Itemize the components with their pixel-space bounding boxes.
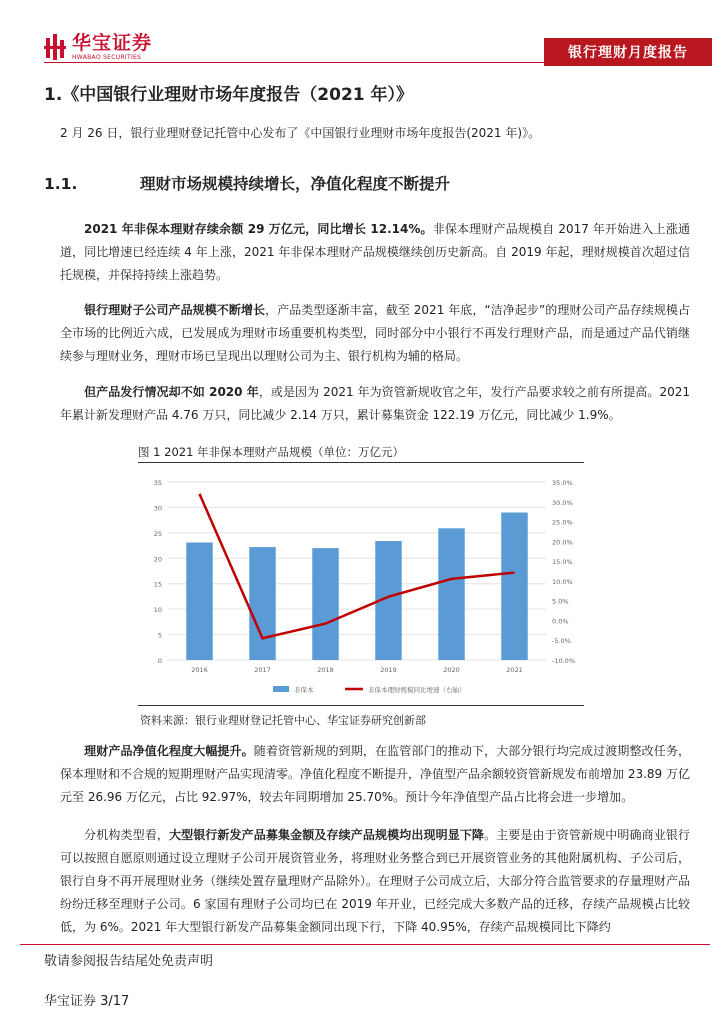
- y-left-tick-label: 10: [153, 606, 162, 615]
- y-right-tick-label: 15.0%: [552, 558, 573, 567]
- bar: [186, 543, 212, 660]
- x-tick-label: 2021: [506, 666, 523, 674]
- bar: [249, 547, 275, 660]
- growth-line: [200, 494, 515, 638]
- figure-top-rule: [138, 462, 584, 463]
- page-number: 华宝证券 3/17: [44, 994, 130, 1009]
- logo-en-text: HWABAO SECURITIES: [72, 53, 142, 61]
- logo-cn-text: 华宝证券: [72, 31, 153, 54]
- logo-mark-icon: [44, 34, 66, 60]
- legend-label-line: 非保本理财规模同比增速（右轴）: [368, 686, 466, 694]
- paragraph-5: [60, 824, 690, 939]
- bar: [501, 513, 527, 660]
- y-right-tick-label: 30.0%: [552, 498, 573, 507]
- figure-source: 资料来源：银行业理财登记托管中心、华宝证券研究创新部: [140, 714, 426, 727]
- footer-divider: [20, 944, 710, 945]
- y-right-tick-label: 25.0%: [552, 518, 573, 527]
- y-left-tick-label: 0: [157, 657, 162, 665]
- paragraph-2-lead: 银行理财子公司产品规模不断增长: [84, 303, 266, 317]
- company-logo: [44, 32, 152, 62]
- legend-label-bar: 非保本: [294, 686, 314, 694]
- y-left-tick-label: 5: [157, 631, 162, 640]
- paragraph-2-body: ，产品类型逐渐丰富，截至 2021 年底，“洁净起步”的理财公司产品存续规模占全市场的比例近六成，已发展成为理财市场重要机构类型，同时部分中小银行不再发行理财产品，而是通过产品代销继续参与理财业务，理财市场已呈现出以理财公司为主、银行机构为辅的格局。: [60, 303, 690, 363]
- paragraph-5-lead: 大型银行新发产品募集金额及存续产品规模均出现明显下降: [168, 828, 485, 842]
- section-1-intro: 2 月 26 日，银行业理财登记托管中心发布了《中国银行业理财市场年度报告(2021 年)》。: [60, 126, 541, 140]
- paragraph-4-lead: 理财产品净值化程度大幅提升。: [84, 744, 254, 758]
- paragraph-5-pre: 分机构类型看，: [84, 828, 169, 842]
- paragraph-1: [60, 218, 690, 287]
- y-left-tick-label: 15: [153, 580, 162, 589]
- paragraph-4-body: 随着资管新规的到期，在监管部门的推动下，大部分银行均完成过渡期整改任务，保本理财和不合规的短期理财产品实现清零。净值化程度不断提升，净值型产品余额较资管新规发布前增加 23.89 万亿元至 26.96 万亿元，占比 92.97%，较去年同期增加 25.70%。预计今年净值型产品占比将会进一步增加。: [60, 744, 690, 804]
- y-left-tick-label: 35: [153, 479, 162, 487]
- y-left-tick-label: 30: [153, 504, 162, 513]
- paragraph-3: [60, 381, 690, 427]
- page-header: [0, 0, 724, 68]
- figure-bottom-rule: [138, 705, 584, 706]
- paragraph-3-lead: 但产品发行情况却不如 2020 年: [84, 385, 259, 399]
- y-right-tick-label: 0.0%: [552, 617, 569, 626]
- paragraph-1-body: 非保本理财产品规模自 2017 年开始进入上涨通道，同比增速已经连续 4 年上涨，2021 年非保本理财产品规模继续创历史新高。自 2019 年起，理财规模首次超过信托规模，并保持持续上涨趋势。: [60, 222, 690, 282]
- legend-swatch-bar: [273, 686, 289, 692]
- x-tick-label: 2019: [380, 666, 397, 674]
- y-left-tick-label: 20: [153, 555, 162, 564]
- y-right-tick-label: 35.0%: [552, 479, 573, 487]
- section-1-1-title: [44, 172, 450, 194]
- paragraph-3-body: ，或是因为 2021 年为资管新规收官之年，发行产品要求较之前有所提高。2021 年累计新发理财产品 4.76 万只，同比减少 2.14 万只，累计募集资金 122.19 万亿元，同比减少 1.9%。: [60, 385, 690, 422]
- y-right-tick-label: -10.0%: [552, 657, 575, 665]
- figure-title: 图 1 2021 年非保本理财产品规模（单位：万亿元）: [138, 445, 405, 459]
- paragraph-1-lead: 2021 年非保本理财存续余额 29 万亿元，同比增长 12.14%。: [84, 222, 433, 236]
- bar: [312, 548, 338, 660]
- bar: [438, 528, 464, 660]
- header-divider: [44, 62, 544, 63]
- paragraph-2: [60, 299, 690, 368]
- y-right-tick-label: 10.0%: [552, 577, 573, 586]
- section-number: 1.1.: [44, 175, 78, 193]
- y-right-tick-label: 5.0%: [552, 597, 569, 606]
- paragraph-5-body: 。主要是由于资管新规中明确商业银行可以按照自愿原则通过设立理财子公司开展资管业务，将理财业务整合到已开展资管业务的其他附属机构、子公司后，银行自身不再开展理财业务（继续处置存量理财产品除外）。在理财子公司成立后，大部分符合监管要求的存量理财产品纷纷迁移至理财子公司。6 家国有理财子公司均已在 2019 年开业，已经完成大多数产品的迁移，存续产品规模占比较低，为 6%。2021 年大型银行新发产品募集金额同出现下行，下降 40.95%，存续产品规模同比下降约: [60, 828, 691, 934]
- y-right-tick-label: -5.0%: [552, 637, 571, 646]
- figure-chart: [138, 466, 584, 702]
- x-tick-label: 2018: [317, 666, 334, 674]
- paragraph-4: [60, 740, 690, 809]
- report-tag: 银行理财月度报告: [544, 38, 712, 66]
- y-left-tick-label: 25: [153, 529, 162, 538]
- x-tick-label: 2020: [443, 666, 460, 674]
- x-tick-label: 2016: [191, 666, 208, 674]
- y-right-tick-label: 20.0%: [552, 538, 573, 547]
- disclaimer-note: 敬请参阅报告结尾处免责声明: [44, 954, 214, 969]
- x-tick-label: 2017: [254, 666, 271, 674]
- section-1-title: 1.《中国银行业理财市场年度报告（2021 年）》: [44, 85, 414, 105]
- section-heading-text: 理财市场规模持续增长，净值化程度不断提升: [140, 175, 451, 193]
